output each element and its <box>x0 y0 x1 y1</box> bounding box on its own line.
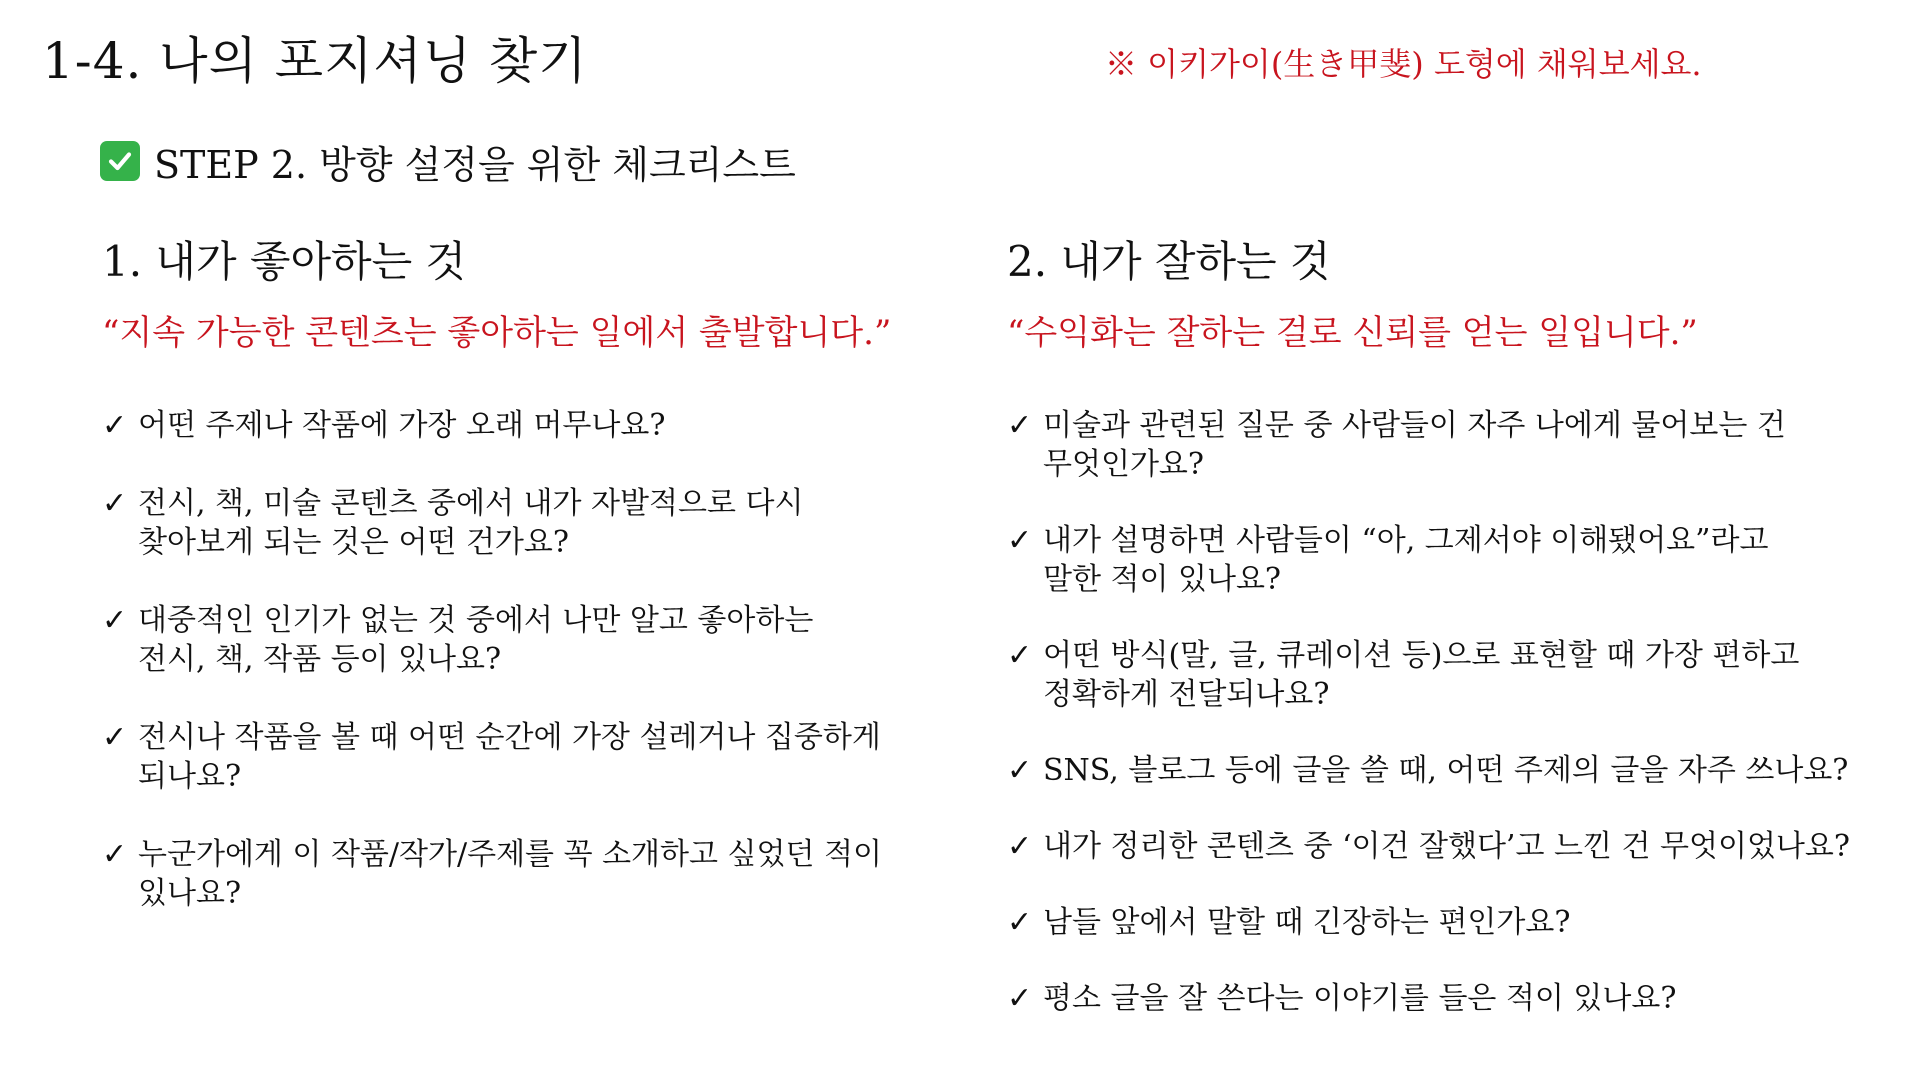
column-quote: “지속 가능한 콘텐츠는 좋아하는 일에서 출발합니다.” <box>102 313 892 353</box>
checklist-item <box>102 484 922 562</box>
checkmark-icon: ✓ <box>1007 523 1033 558</box>
ikigai-hint: ※ 이키가이(生き甲斐) 도형에 채워보세요. <box>1105 45 1702 83</box>
checklist-item <box>102 601 922 679</box>
checklist-item <box>1007 979 1887 1018</box>
checklist-item <box>102 406 922 445</box>
checkmark-icon: ✓ <box>102 837 128 872</box>
checklist-text: 내가 설명하면 사람들이 “아, 그제서야 이해됐어요”라고 말한 적이 있나요? <box>1043 523 1769 597</box>
checklist <box>1007 406 1887 1018</box>
step-heading <box>100 137 796 185</box>
checklist-text: 내가 정리한 콘텐츠 중 ‘이건 잘했다’고 느낀 건 무엇이었나요? <box>1043 829 1850 864</box>
checkmark-icon: ✓ <box>102 486 128 521</box>
checkmark-icon: ✓ <box>102 720 128 755</box>
checklist-item <box>1007 521 1887 599</box>
checklist-text: 전시, 책, 미술 콘텐츠 중에서 내가 자발적으로 다시 찾아보게 되는 것은 어떤 건가요? <box>138 486 804 560</box>
checkmark-icon: ✓ <box>1007 753 1033 788</box>
checklist-text: 남들 앞에서 말할 때 긴장하는 편인가요? <box>1043 905 1571 940</box>
checklist-text: 어떤 방식(말, 글, 큐레이션 등)으로 표현할 때 가장 편하고 정확하게 전달되나요? <box>1043 638 1800 712</box>
checkmark-icon: ✓ <box>102 408 128 443</box>
checklist-text: 평소 글을 잘 쓴다는 이야기를 들은 적이 있나요? <box>1043 981 1677 1016</box>
checklist-text: 대중적인 인기가 없는 것 중에서 나만 알고 좋아하는 전시, 책, 작품 등이 있나요? <box>138 603 814 677</box>
checklist <box>102 406 922 913</box>
column-strengths <box>1007 234 1887 1055</box>
check-mark-button-icon <box>100 141 140 181</box>
checkmark-icon: ✓ <box>1007 638 1033 673</box>
column-likes <box>102 234 922 952</box>
checklist-text: 전시나 작품을 볼 때 어떤 순간에 가장 설레거나 집중하게 되나요? <box>138 720 881 794</box>
checklist-item <box>1007 406 1887 484</box>
checklist-text: SNS, 블로그 등에 글을 쓸 때, 어떤 주제의 글을 자주 쓰나요? <box>1043 753 1849 788</box>
checklist-item <box>1007 903 1887 942</box>
checkmark-icon: ✓ <box>1007 905 1033 940</box>
checklist-text: 누군가에게 이 작품/작가/주제를 꼭 소개하고 싶었던 적이 있나요? <box>138 837 882 911</box>
checkmark-icon: ✓ <box>1007 981 1033 1016</box>
checklist-text: 어떤 주제나 작품에 가장 오래 머무나요? <box>138 408 666 443</box>
checkmark-icon: ✓ <box>1007 829 1033 864</box>
column-quote: “수익화는 잘하는 걸로 신뢰를 얻는 일입니다.” <box>1007 313 1698 353</box>
step-label: STEP 2. 방향 설정을 위한 체크리스트 <box>154 142 796 187</box>
checklist-item <box>1007 636 1887 714</box>
checklist-text: 미술과 관련된 질문 중 사람들이 자주 나에게 물어보는 건 무엇인가요? <box>1043 408 1786 482</box>
checkmark-icon: ✓ <box>1007 408 1033 443</box>
page-title: 1-4. 나의 포지셔닝 찾기 <box>42 32 588 90</box>
checklist-item <box>1007 827 1887 866</box>
column-heading: 2. 내가 잘하는 것 <box>1007 237 1331 286</box>
checklist-item <box>102 835 922 913</box>
checklist-item <box>1007 751 1887 790</box>
checkmark-icon: ✓ <box>102 603 128 638</box>
checklist-item <box>102 718 922 796</box>
column-heading: 1. 내가 좋아하는 것 <box>102 237 467 286</box>
